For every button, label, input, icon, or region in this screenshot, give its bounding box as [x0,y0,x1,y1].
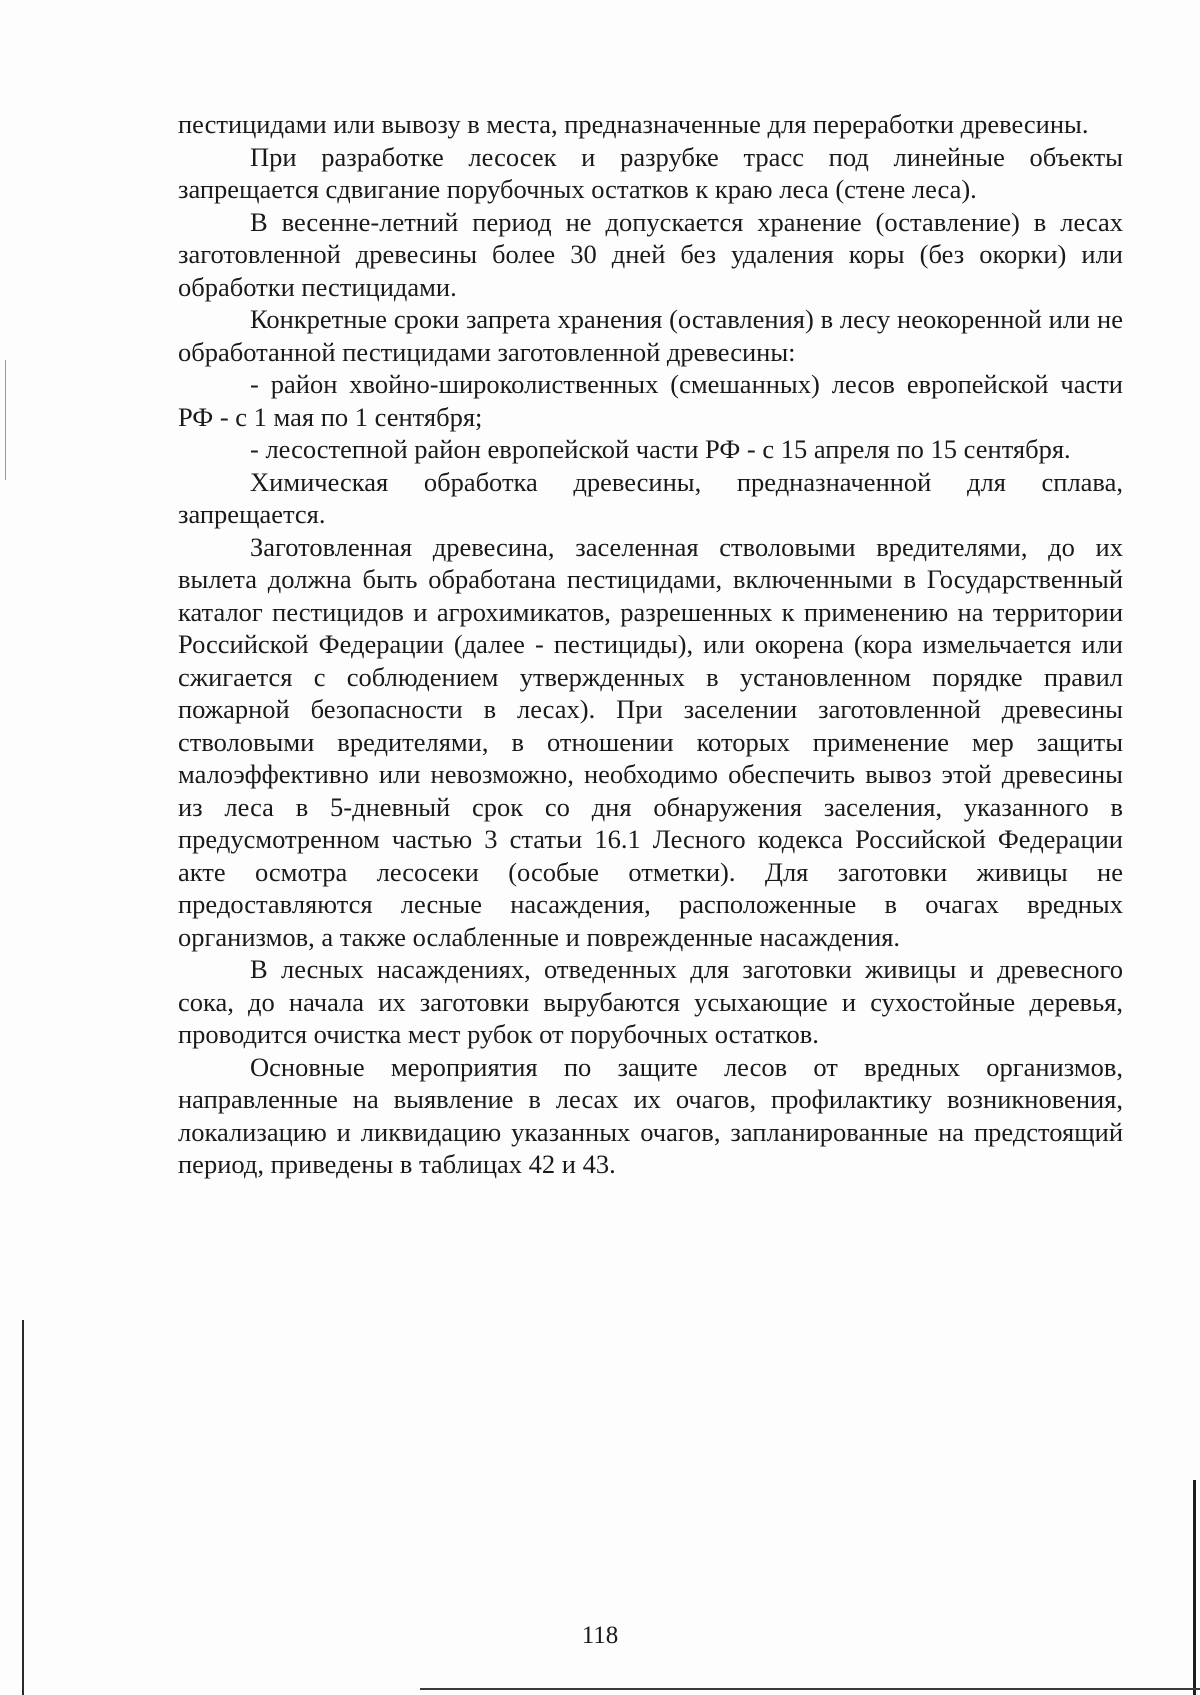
paragraph: Конкретные сроки запрета хранения (оставления) в лесу неокоренной или не обработанной пестицидами заготовленной древесины: [178,304,1123,367]
paragraph: В лесных насаждениях, отведенных для заготовки живицы и древесного сока, до начала их заготовки вырубаются усыхающие и сухостойные деревья, проводится очистка мест рубок от порубочных остатков. [178,954,1123,1049]
paragraph: Основные мероприятия по защите лесов от вредных организмов, направленные на выявление в лесах их очагов, профилактику возникновения, локализацию и ликвидацию указанных очагов, запланированные на предстоящий период, приведены в таблицах 42 и 43. [178,1051,1123,1179]
list-item: - лесостепной район европейской части РФ - с 15 апреля по 15 сентября. [250,434,1071,464]
paragraph: Заготовленная древесина, заселенная стволовыми вредителями, до их вылета должна быть обработана пестицидами, включенными в Государственный каталог пестицидов и агрохимикатов, разрешенных к применению на территории Российской Федерации (далее - пестициды), или окорена (кора измельчается или сжигается с соблюдением утвержденных в установленном порядке правил пожарной безопасности в лесах). При заселении заготовленной древесины стволовыми вредителями, в отношении которых применение мер защиты малоэффективно или невозможно, необходимо обеспечить вывоз этой древесины из леса в 5-дневный срок со дня обнаружения заселения, указанного в предусмотренном частью 3 статьи 16.1 Лесного кодекса Российской Федерации акте осмотра лесосеки (особые отметки). Для заготовки живицы не предоставляются лесные насаждения, расположенные в очагах вредных организмов, а также ослабленные и поврежденные насаждения. [178,531,1123,952]
paragraph: При разработке лесосек и разрубке трасс под линейные объекты запрещается сдвигание порубочных остатков к краю леса (стене леса). [178,141,1123,204]
paragraph: Химическая обработка древесины, предназначенной для сплава, запрещается. [178,466,1123,529]
document-body [178,108,1123,1181]
paragraph: В весенне-летний период не допускается хранение (оставление) в лесах заготовленной древесины более 30 дней без удаления коры (без окорки) или обработки пестицидами. [178,206,1123,302]
page-number: 118 [581,1622,619,1649]
scan-edge-mark [5,360,6,480]
scan-edge-mark [1193,1480,1196,1695]
list-item: - район хвойно-широколиственных (смешанных) лесов европейской части РФ - с 1 мая по 1 сентября; [178,369,1123,432]
scan-edge-mark [420,1688,1200,1690]
paragraph-continuation: пестицидами или вывозу в места, предназначенные для переработки древесины. [178,109,1089,139]
